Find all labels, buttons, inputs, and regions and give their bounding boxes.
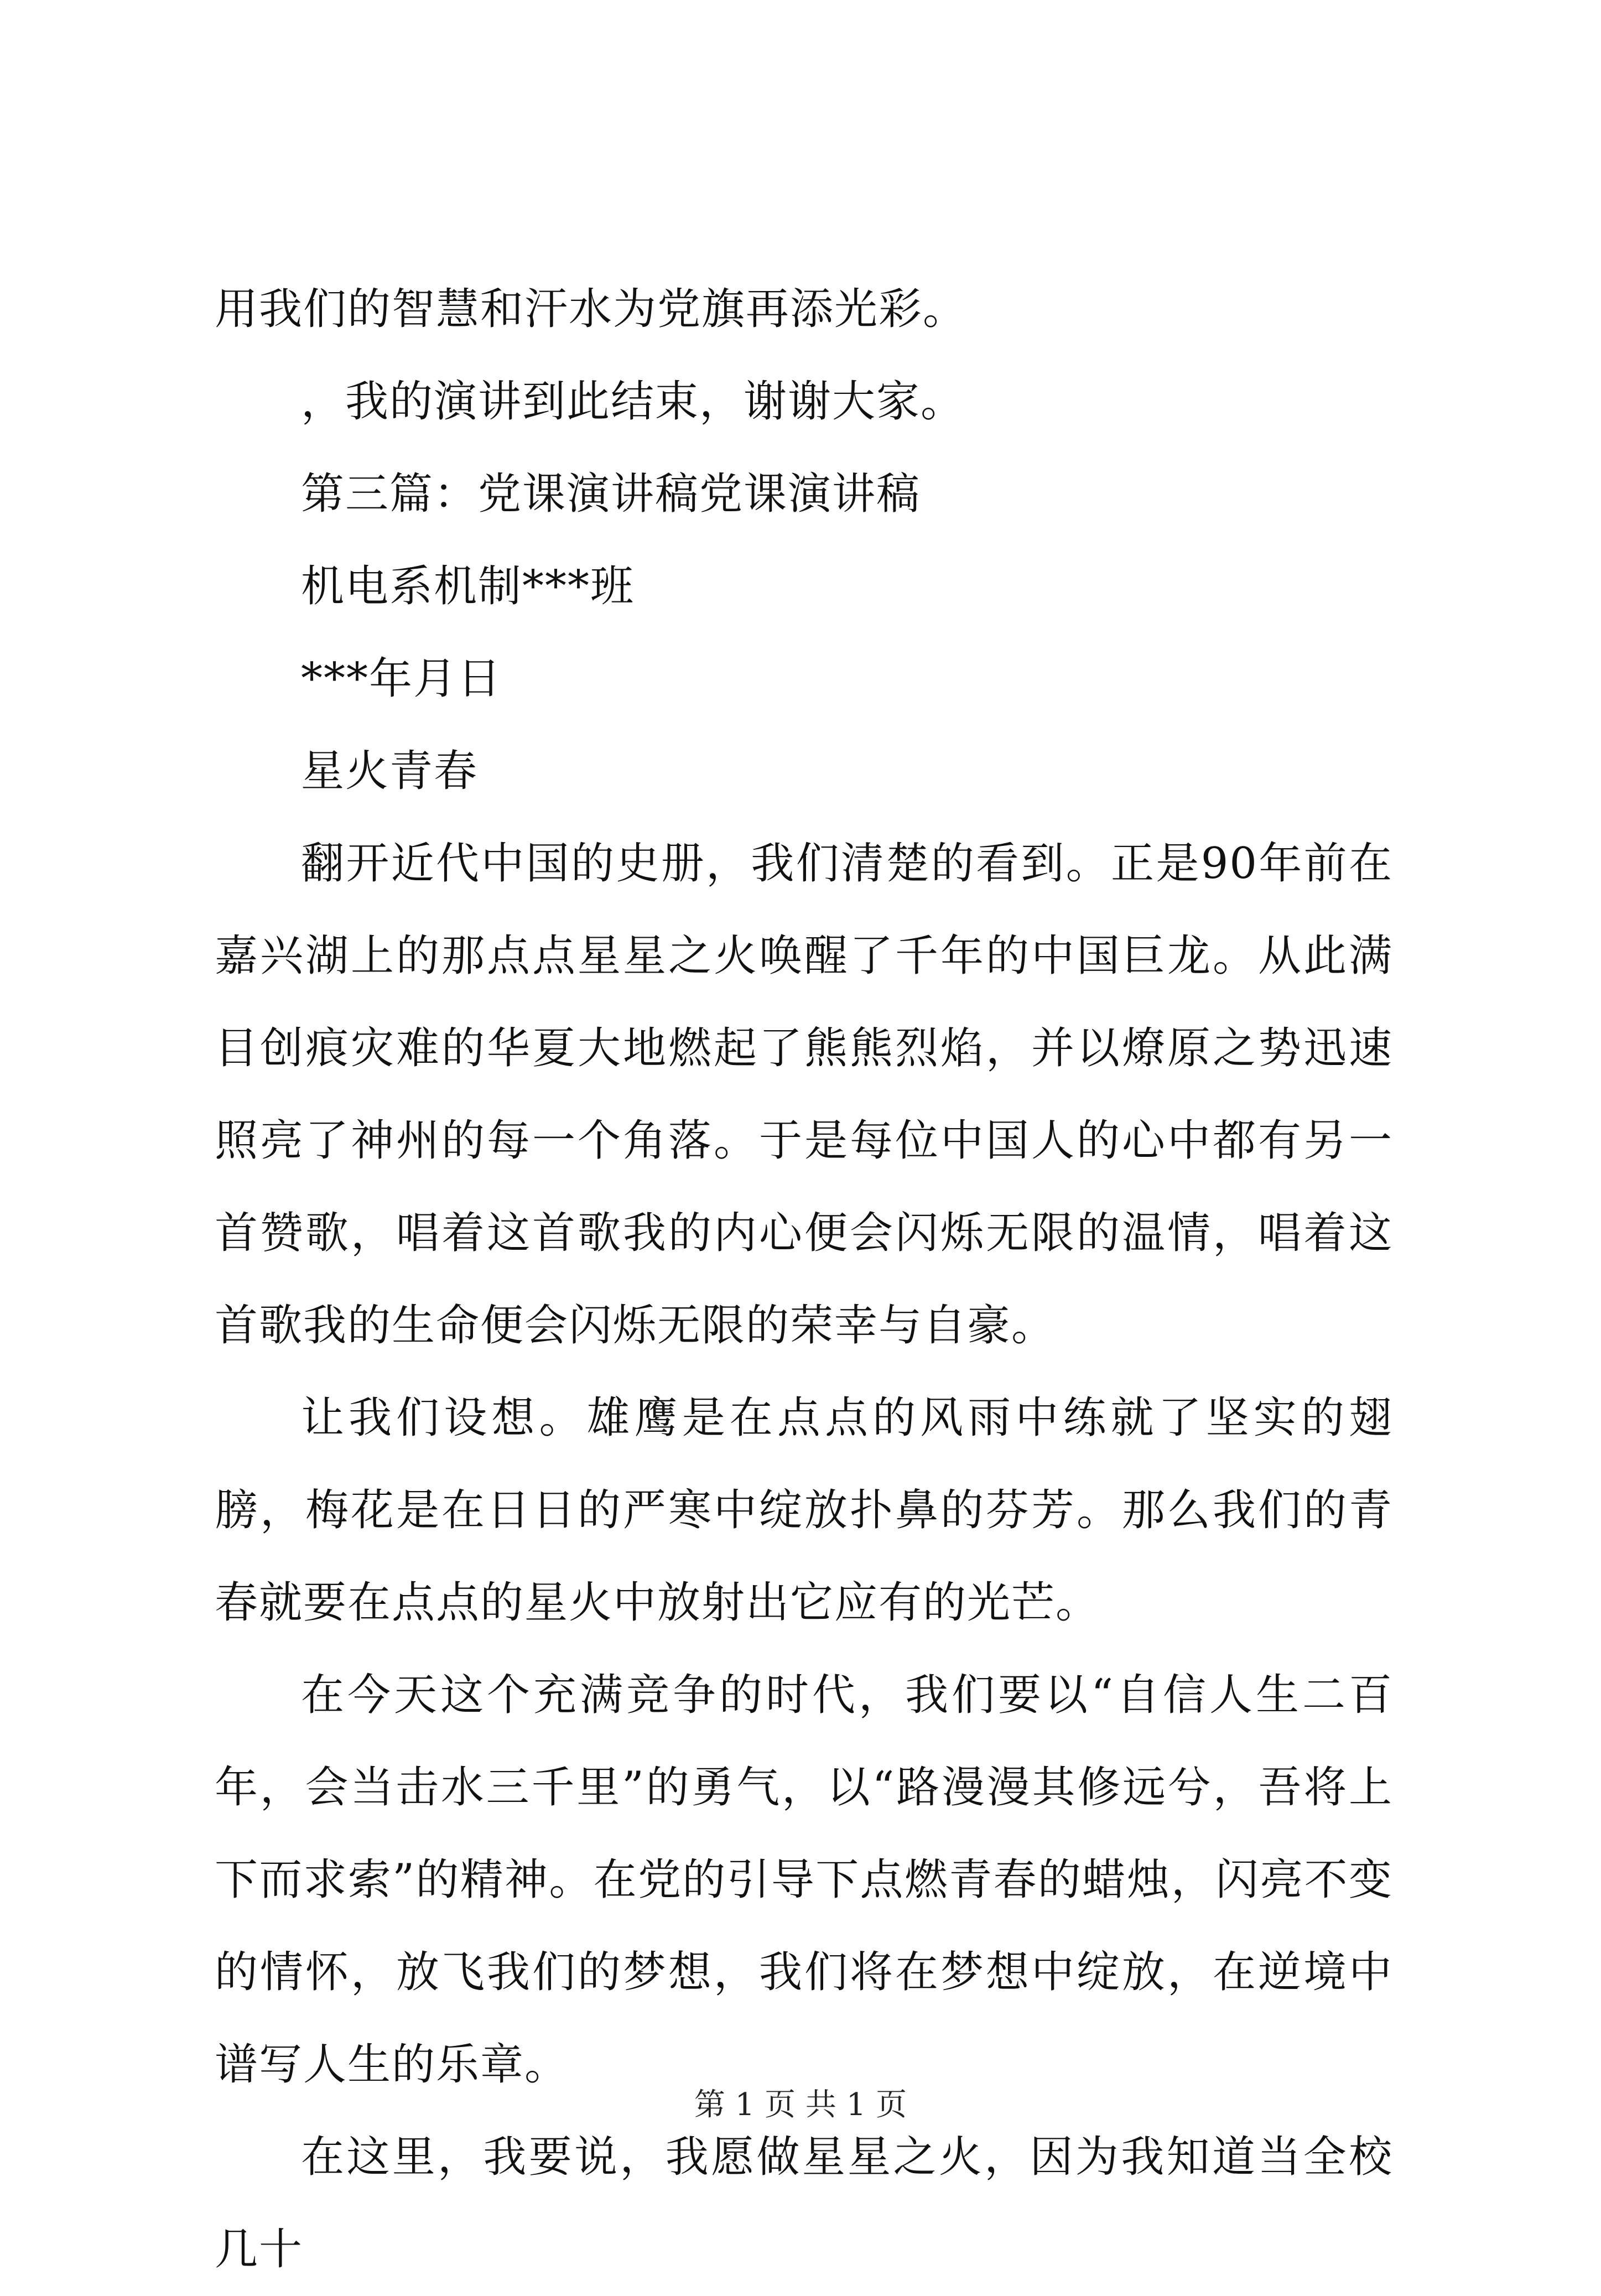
section-heading: 第三篇：党课演讲稿党课演讲稿 <box>301 469 921 519</box>
paragraph-competition: 在今天这个充满竞争的时代，我们要以“自信人生二百年，会当击水三千里”的勇气，以“路漫漫其修远兮，吾将上下而求索”的精神。在党的引导下点燃青春的蜡烛，闪亮不变的情怀，放飞我们的梦想，我们将在梦想中绽放，在逆境中谱写人生的乐章。 <box>215 1670 1393 2090</box>
class-label: 机电系机制***班 <box>301 562 635 611</box>
paragraph-history: 翻开近代中国的史册，我们清楚的看到。正是90年前在嘉兴湖上的那点点星星之火唤醒了千年的中国巨龙。从此满目创痕灾难的华夏大地燃起了熊熊烈焰，并以燎原之势迅速照亮了神州的每一个角落。于是每位中国人的心中都有另一首赞歌，唱着这首歌我的内心便会闪烁无限的温情，唱着这首歌我的生命便会闪烁无限的荣幸与自豪。 <box>215 839 1393 1350</box>
date-label: ***年月日 <box>301 654 502 704</box>
document-body <box>215 263 1393 2296</box>
page-footer: 第 1 页 共 1 页 <box>694 2087 907 2123</box>
speech-title: 星火青春 <box>301 746 479 796</box>
text-line-continuation: 用我们的智慧和汗水为党旗再添光彩。 <box>215 284 968 334</box>
text-line-closing: ，我的演讲到此结束，谢谢大家。 <box>301 377 965 427</box>
paragraph-imagine: 让我们设想。雄鹰是在点点的风雨中练就了坚实的翅膀，梅花是在日日的严寒中绽放扑鼻的芬芳。那么我们的青春就要在点点的星火中放射出它应有的光芒。 <box>215 1393 1393 1628</box>
paragraph-spark: 在这里，我要说，我愿做星星之火，因为我知道当全校几十 <box>215 2132 1393 2274</box>
